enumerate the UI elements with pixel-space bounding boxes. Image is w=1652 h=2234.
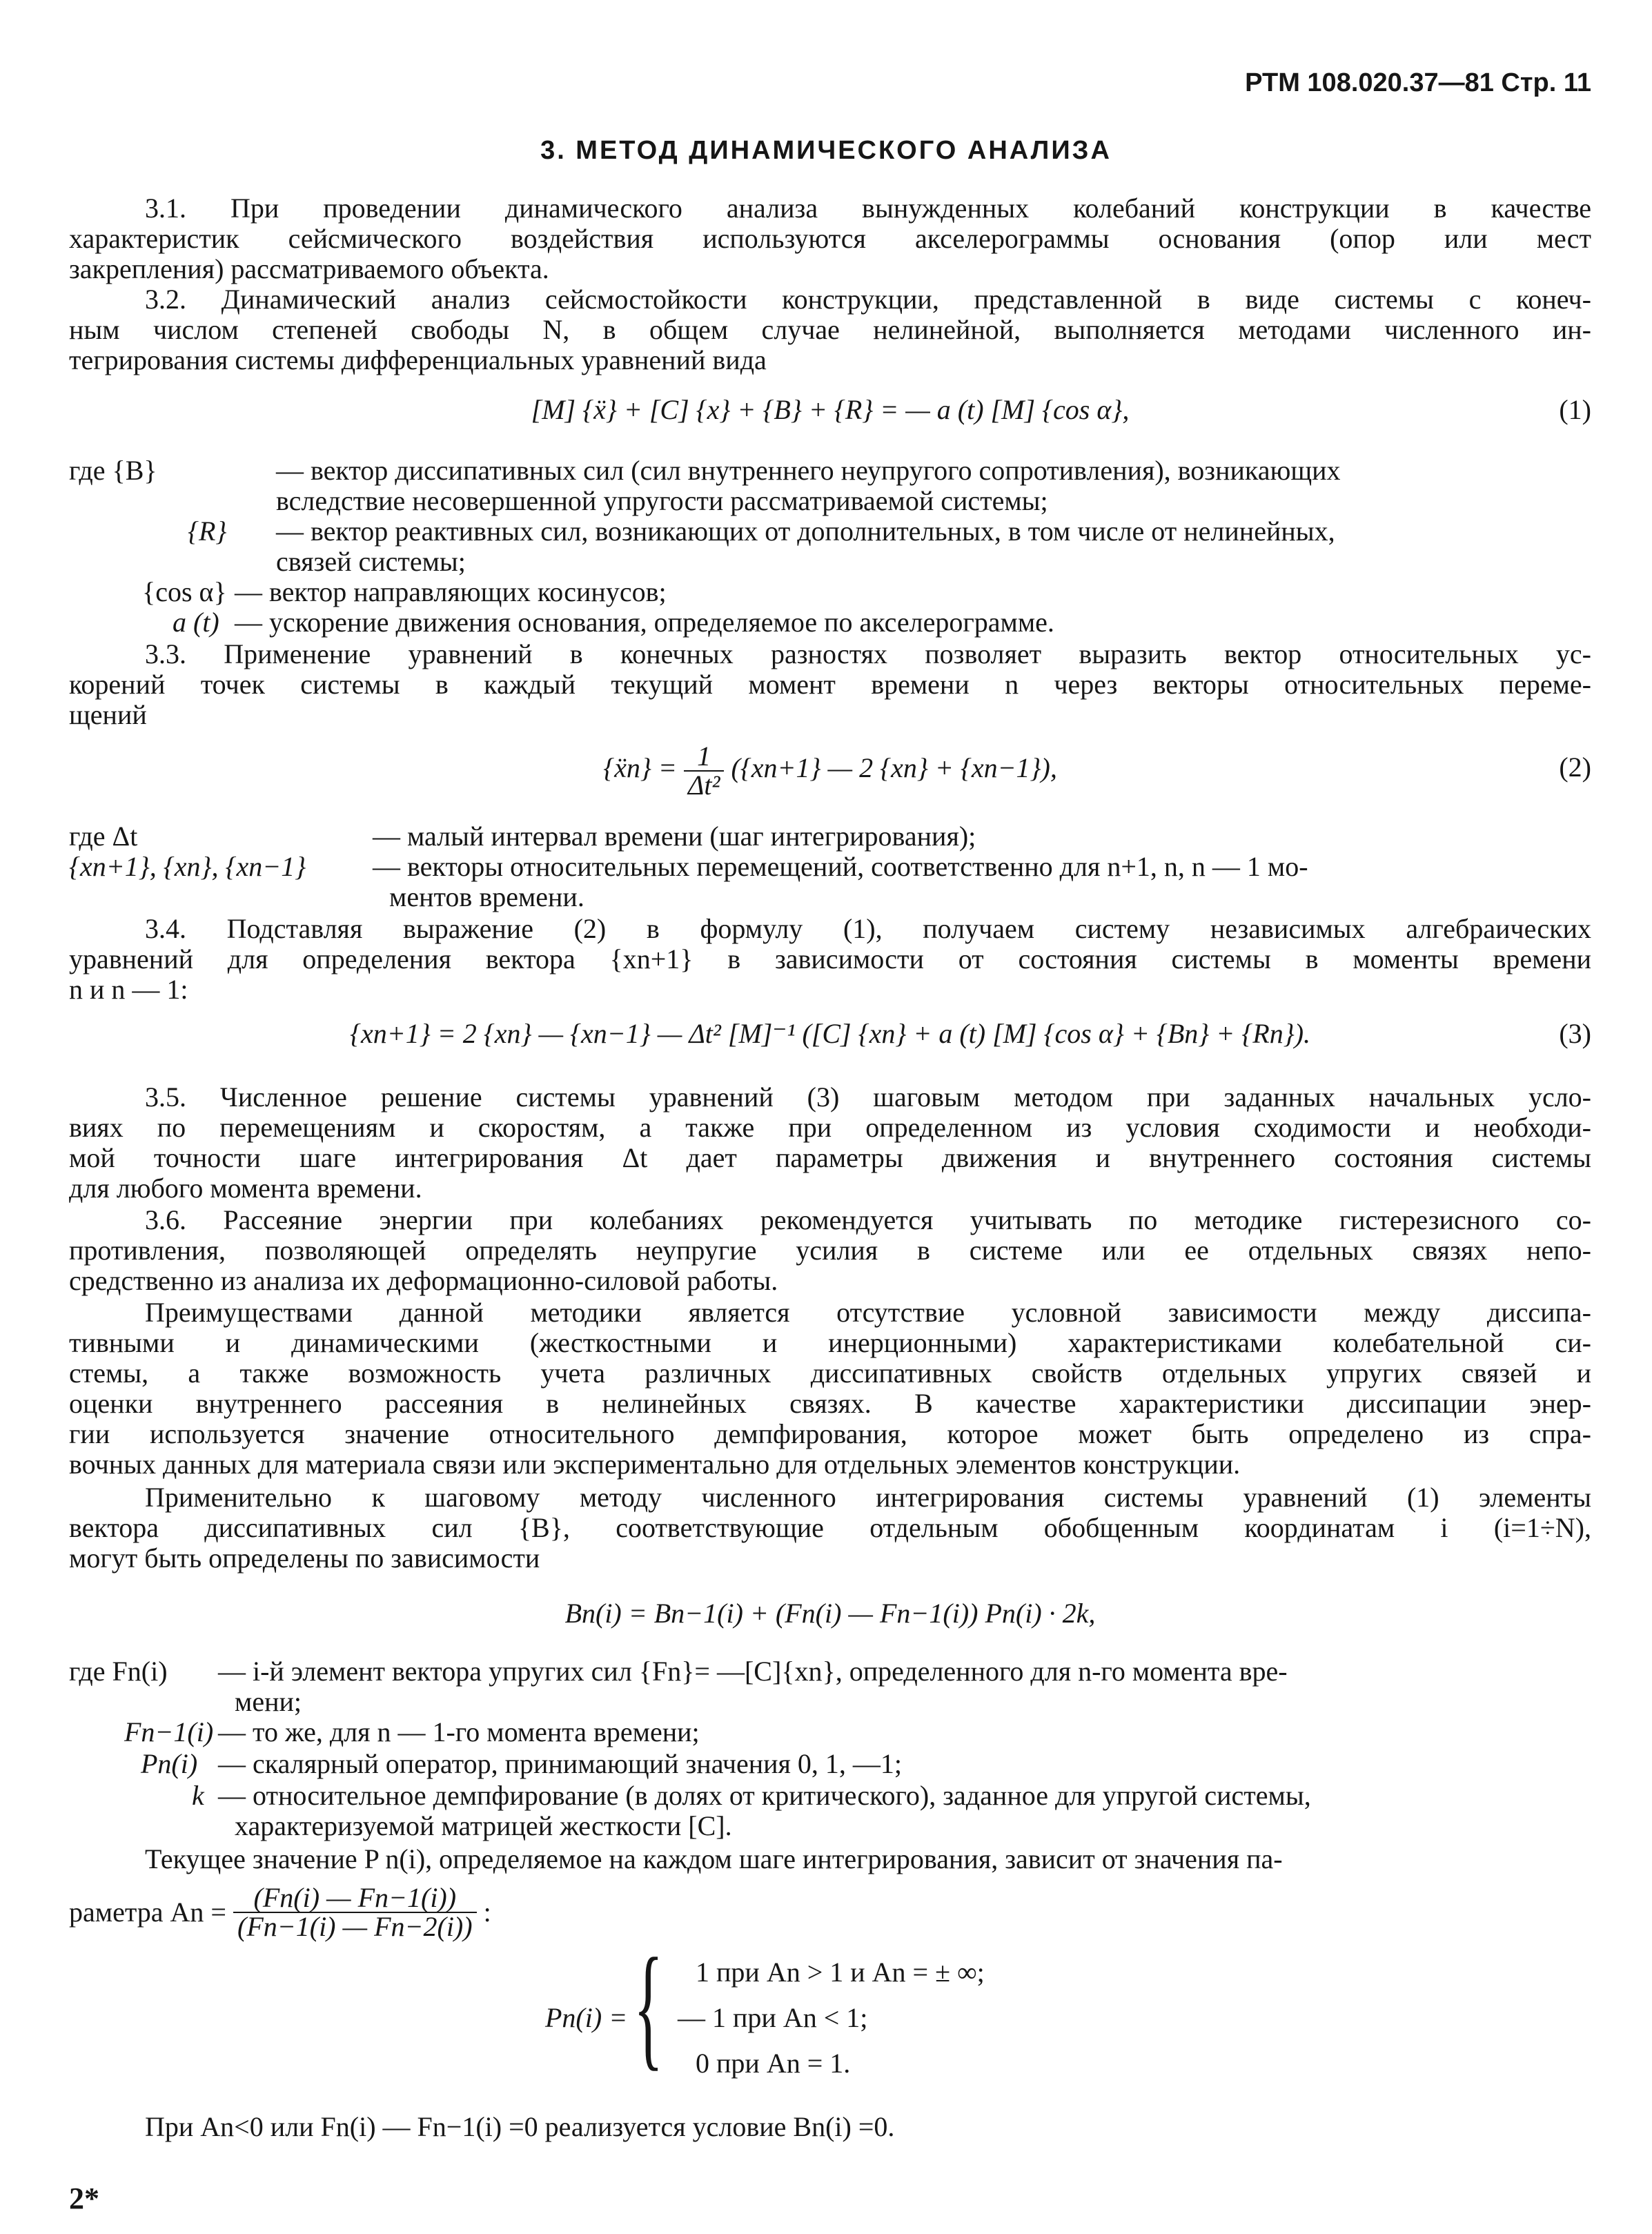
paragraph-advantages bbox=[69, 1297, 1591, 1480]
definition-term: {R} bbox=[188, 516, 227, 547]
fraction-denominator: Δt² bbox=[687, 770, 720, 801]
definition-text: — малый интервал времени (шаг интегрирования); bbox=[373, 821, 976, 852]
definition-term: где Fn(i) bbox=[69, 1656, 168, 1687]
definition-term: где {B} bbox=[69, 455, 157, 486]
definition-text: вследствие несовершенной упругости рассматриваемой системы; bbox=[276, 485, 1048, 516]
equation-2 bbox=[69, 738, 1591, 801]
definition-text: ментов времени. bbox=[389, 881, 584, 912]
definition-term: {xn+1}, {xn}, {xn−1} bbox=[69, 851, 306, 882]
piecewise-case: 1 при An > 1 и An = ± ∞; bbox=[696, 1957, 985, 1988]
text-line: средственно из анализа их деформационно-силовой работы. bbox=[69, 1266, 778, 1296]
text-line: 3.1. При проведении динамического анализа вынужденных колебаний конструкции в качестве bbox=[145, 193, 1591, 224]
definition-term: k bbox=[192, 1780, 204, 1811]
equation-1-body: [M] {ẍ} + [C] {x} + {B} + {R} = — a (t) [M] {cos α}, bbox=[531, 394, 1130, 425]
equation-2-lhs: {ẍn} = bbox=[603, 752, 677, 784]
text-line: корений точек системы в каждый текущий момент времени n через векторы относительных переме- bbox=[69, 669, 1591, 700]
paragraph-3-3 bbox=[69, 639, 1591, 730]
text-line: 3.6. Рассеяние энергии при колебаниях рекомендуется учитывать по методике гистерезисного со- bbox=[145, 1205, 1591, 1235]
equation-4-body: Bn(i) = Bn−1(i) + (Fn(i) — Fn−1(i)) Pn(i) · 2k, bbox=[564, 1598, 1096, 1629]
text-line: тивными и динамическими (жесткостными и инерционными) характеристиками колебательной си- bbox=[69, 1328, 1591, 1358]
definition-text: — скалярный оператор, принимающий значения 0, 1, —1; bbox=[218, 1748, 903, 1779]
equation-1-number: (1) bbox=[1559, 394, 1591, 425]
paragraph-3-4 bbox=[69, 914, 1591, 1005]
definition-term: Fn−1(i) bbox=[124, 1716, 214, 1747]
paragraph-3-5 bbox=[69, 1082, 1591, 1204]
equation-2-rhs: ({xn+1} — 2 {xn} + {xn−1}), bbox=[731, 752, 1057, 784]
equation-3-number: (3) bbox=[1559, 1018, 1591, 1049]
definition-term: a (t) bbox=[173, 607, 219, 638]
text-line: ным числом степеней свободы N, в общем случае нелинейной, выполняется методами численного ин- bbox=[69, 315, 1591, 345]
definition-text: — ускорение движения основания, определяемое по акселерограмме. bbox=[235, 607, 1054, 638]
final-condition: При An<0 или Fn(i) — Fn−1(i) =0 реализуется условие Bn(i) =0. bbox=[145, 2111, 895, 2142]
piecewise-lhs: Pn(i) = bbox=[545, 2002, 628, 2033]
definition-text: — векторы относительных перемещений, соответственно для n+1, n, n — 1 мо- bbox=[373, 851, 1308, 882]
piecewise-definition bbox=[545, 1930, 1166, 2091]
equation-3-body: {xn+1} = 2 {xn} — {xn−1} — Δt² [M]⁻¹ ([C] {xn} + a (t) [M] {cos α} + {Bn} + {Rn}). bbox=[349, 1018, 1311, 1049]
definition-text: — вектор направляющих косинусов; bbox=[235, 576, 667, 607]
definition-text: — i-й элемент вектора упругих сил {Fn}= —[C]{xn}, определенного для n-го момента вре- bbox=[218, 1656, 1288, 1687]
piecewise-case: — 1 при An < 1; bbox=[678, 2002, 868, 2033]
definition-text: — относительное демпфирование (в долях от критического), заданное для упругой системы, bbox=[218, 1780, 1311, 1811]
text-line: тегрирования системы дифференциальных уравнений вида bbox=[69, 345, 767, 375]
definition-text: характеризуемой матрицей жесткости [C]. bbox=[235, 1810, 732, 1841]
text-line: оценки внутреннего рассеяния в нелинейных связях. В качестве характеристики диссипации энер- bbox=[69, 1389, 1591, 1419]
text-line: для любого момента времени. bbox=[69, 1173, 422, 1204]
parameter-definition bbox=[69, 1884, 491, 1946]
text-line: стемы, а также возможность учета различных диссипативных свойств отдельных упругих связей и bbox=[69, 1358, 1591, 1389]
parameter-suffix: : bbox=[483, 1897, 491, 1928]
definition-term: Pn(i) bbox=[141, 1748, 198, 1779]
text-line: вектора диссипативных сил {B}, соответствующие отдельным обобщенным координатам i (i=1÷N), bbox=[69, 1513, 1591, 1543]
text-line: могут быть определены по зависимости bbox=[69, 1543, 540, 1574]
left-brace-icon: { bbox=[633, 1930, 664, 2083]
paragraph-application bbox=[69, 1482, 1591, 1574]
fraction-denominator: (Fn−1(i) — Fn−2(i)) bbox=[237, 1911, 473, 1942]
equation-1 bbox=[69, 395, 1591, 436]
text-line: 3.3. Применение уравнений в конечных разностях позволяет выразить вектор относительных ус- bbox=[145, 639, 1591, 669]
text-line: 3.5. Численное решение системы уравнений (3) шаговым методом при заданных начальных усло- bbox=[145, 1082, 1591, 1113]
parameter-prefix: раметра An = bbox=[69, 1897, 226, 1928]
equation-3 bbox=[69, 1019, 1591, 1060]
parameter-fraction bbox=[233, 1884, 477, 1941]
text-line: Текущее значение P n(i), определяемое на каждом шаге интегрирования, зависит от значения па- bbox=[145, 1844, 1283, 1874]
text-line: вочных данных для материала связи или экспериментально для отдельных элементов конструкции. bbox=[69, 1449, 1241, 1480]
page-header-code: РТМ 108.020.37—81 Стр. 11 bbox=[1245, 68, 1591, 97]
text-line: n и n — 1: bbox=[69, 974, 188, 1005]
text-line: Применительно к шаговому методу численного интегрирования системы уравнений (1) элементы bbox=[145, 1482, 1591, 1513]
definition-text: — вектор реактивных сил, возникающих от дополнительных, в том числе от нелинейных, bbox=[276, 516, 1335, 547]
paragraph-current-value bbox=[69, 1844, 1591, 1874]
section-title: 3. МЕТОД ДИНАМИЧЕСКОГО АНАЛИЗА bbox=[540, 136, 1112, 165]
paragraph-3-2 bbox=[69, 284, 1591, 375]
page-signature-mark: 2* bbox=[69, 2182, 99, 2215]
definition-term: {cos α} bbox=[142, 576, 227, 607]
definition-text: мени; bbox=[235, 1686, 302, 1717]
text-line: уравнений для определения вектора {xn+1} в зависимости от состояния системы в моменты времени bbox=[69, 944, 1591, 974]
definition-text: — вектор диссипативных сил (сил внутреннего неупругого сопротивления), возникающих bbox=[276, 455, 1341, 486]
text-line: 3.2. Динамический анализ сейсмостойкости конструкции, представленной в виде системы с конеч- bbox=[145, 284, 1591, 315]
text-line: щений bbox=[69, 700, 147, 730]
paragraph-3-6 bbox=[69, 1205, 1591, 1296]
piecewise-case: 0 при An = 1. bbox=[696, 2048, 851, 2079]
text-line: противления, позволяющей определять неупругие усилия в системе или ее отдельных связях непо- bbox=[69, 1235, 1591, 1266]
text-line: характеристик сейсмического воздействия используются акселерограммы основания (опор или мест bbox=[69, 224, 1591, 254]
text-line: закрепления) рассматриваемого объекта. bbox=[69, 254, 549, 284]
equation-2-number: (2) bbox=[1559, 752, 1591, 783]
equation-2-fraction bbox=[684, 743, 725, 799]
definition-term: где Δt bbox=[69, 821, 138, 852]
text-line: Преимуществами данной методики является отсутствие условной зависимости между диссипа- bbox=[145, 1297, 1591, 1328]
text-line: мой точности шаге интегрирования Δt дает параметры движения и внутреннего состояния системы bbox=[69, 1143, 1591, 1173]
fraction-numerator: (Fn(i) — Fn−1(i)) bbox=[233, 1884, 477, 1913]
fraction-numerator: 1 bbox=[684, 743, 725, 772]
text-line: виях по перемещениям и скоростям, а также при определенном из условия сходимости и необходи- bbox=[69, 1113, 1591, 1143]
equation-4 bbox=[69, 1598, 1591, 1640]
text-line: 3.4. Подставляя выражение (2) в формулу (1), получаем систему независимых алгебраических bbox=[145, 914, 1591, 944]
definition-text: — то же, для n — 1-го момента времени; bbox=[218, 1716, 700, 1747]
paragraph-3-1 bbox=[69, 193, 1591, 284]
equation-2-body bbox=[69, 743, 1591, 799]
definition-text: связей системы; bbox=[276, 546, 466, 577]
text-line: гии используется значение относительного демпфирования, которое может быть определено из спра- bbox=[69, 1419, 1591, 1449]
